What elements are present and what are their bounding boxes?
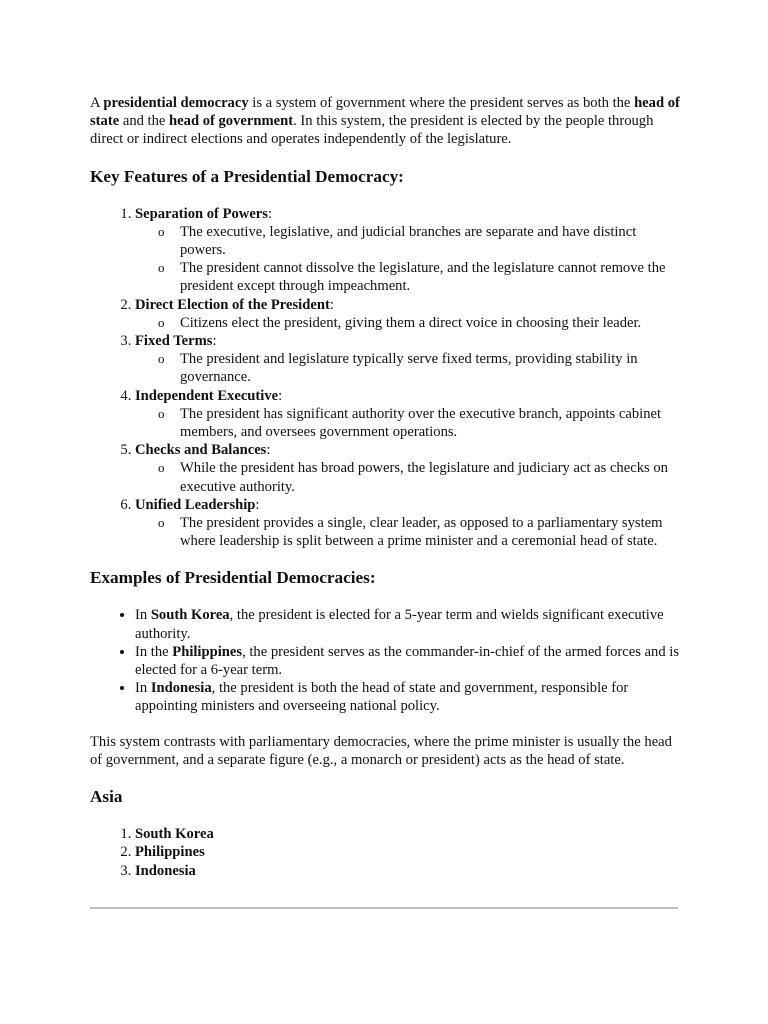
feature-item: 1. Separation of Powers: o The executive, legislative, and judicial branches are separate and have distinct powers. o The president cannot dissolve the legislature, and the legislature cannot remove the president except through impeachment. — [135, 205, 682, 296]
example-text: In — [135, 607, 151, 624]
intro-term-presidential-democracy: presidential democracy — [103, 95, 249, 111]
feature-point: o The president has significant authority over the executive branch, appoints cabinet members, and oversees government operations. — [180, 405, 682, 441]
feature-title: Independent Executive — [135, 387, 279, 404]
examples-list — [90, 606, 682, 715]
feature-point: o The president cannot dissolve the legislature, and the legislature cannot remove the president except through impeachment. — [180, 259, 682, 295]
example-country: Philippines — [172, 643, 243, 660]
example-country: South Korea — [150, 607, 230, 624]
horizontal-divider — [90, 907, 678, 909]
intro-text: . In this system, the president is elected by the people through direct or indirect elections and operates independently of the legislature. — [90, 113, 654, 148]
feature-item: 4. Independent Executive: o The president has significant authority over the executive branch, appoints cabinet members, and oversees government operations. — [135, 387, 682, 442]
feature-point: o The president and legislature typically serve fixed terms, providing stability in governance. — [180, 350, 682, 386]
intro-text: is a system of government where the president serves as both the — [248, 95, 635, 111]
features-list — [90, 205, 682, 551]
feature-title: Unified Leadership — [135, 496, 256, 513]
feature-point: o The president provides a single, clear leader, as opposed to a parliamentary system where leadership is split between a prime minister and a ceremonial head of state. — [180, 514, 682, 550]
asia-list-item — [135, 843, 682, 861]
asia-list-item — [135, 862, 682, 880]
intro-term-head-of-government: head of government — [169, 113, 294, 130]
feature-title: Direct Election of the President — [135, 296, 330, 313]
feature-item: 2. Direct Election of the President: o Citizens elect the president, giving them a direct voice in choosing their leader. — [135, 296, 682, 332]
intro-paragraph — [90, 94, 682, 149]
feature-points — [135, 514, 682, 550]
example-text: , the president is both the head of state and government, responsible for appointing ministers and overseeing national policy. — [135, 680, 629, 715]
asia-country: Philippines — [135, 844, 205, 861]
example-item — [135, 606, 682, 642]
asia-country: South Korea — [135, 826, 214, 843]
feature-point: o Citizens elect the president, giving them a direct voice in choosing their leader. — [180, 314, 682, 332]
asia-list-item — [135, 825, 682, 843]
feature-points — [135, 459, 682, 495]
feature-point: o While the president has broad powers, the legislature and judiciary act as checks on executive authority. — [180, 459, 682, 495]
features-heading: Key Features of a Presidential Democracy: — [90, 166, 404, 186]
asia-country: Indonesia — [135, 862, 196, 879]
example-text: In — [135, 680, 151, 697]
example-item — [135, 643, 682, 679]
asia-list — [90, 825, 682, 880]
intro-term-head-of-state: head of state — [90, 95, 680, 130]
feature-points — [135, 350, 682, 386]
intro-text: A — [90, 95, 104, 111]
example-text: , the president serves as the commander-in-chief of the armed forces and is elected for a 6-year term. — [135, 643, 680, 679]
document-body — [90, 94, 682, 897]
feature-point: o The executive, legislative, and judicial branches are separate and have distinct powers. — [180, 223, 682, 259]
intro-text: and the — [119, 113, 170, 130]
feature-points — [135, 223, 682, 296]
feature-title: Separation of Powers — [135, 205, 268, 222]
asia-heading: Asia — [90, 787, 123, 807]
feature-item: 5. Checks and Balances: o While the president has broad powers, the legislature and judiciary act as checks on executive authority. — [135, 441, 682, 496]
example-country: Indonesia — [150, 680, 212, 697]
example-text: , the president is elected for a 5-year term and wields significant executive authority. — [135, 607, 664, 642]
feature-points — [135, 314, 682, 332]
example-text: In the — [135, 643, 173, 660]
feature-item: 3. Fixed Terms: o The president and legislature typically serve fixed terms, providing stability in governance. — [135, 332, 682, 387]
example-item — [135, 679, 682, 715]
examples-heading: Examples of Presidential Democracies: — [90, 568, 376, 588]
feature-points — [135, 405, 682, 441]
feature-title: Fixed Terms — [135, 333, 213, 350]
feature-item: 6. Unified Leadership: o The president provides a single, clear leader, as opposed to a parliamentary system where leadership is split between a prime minister and a ceremonial head of state. — [135, 496, 682, 551]
feature-title: Checks and Balances — [135, 442, 267, 459]
closing-paragraph: This system contrasts with parliamentary democracies, where the prime minister is usually the head of government, and a separate figure (e.g., a monarch or president) acts as the head of state. — [90, 733, 672, 768]
